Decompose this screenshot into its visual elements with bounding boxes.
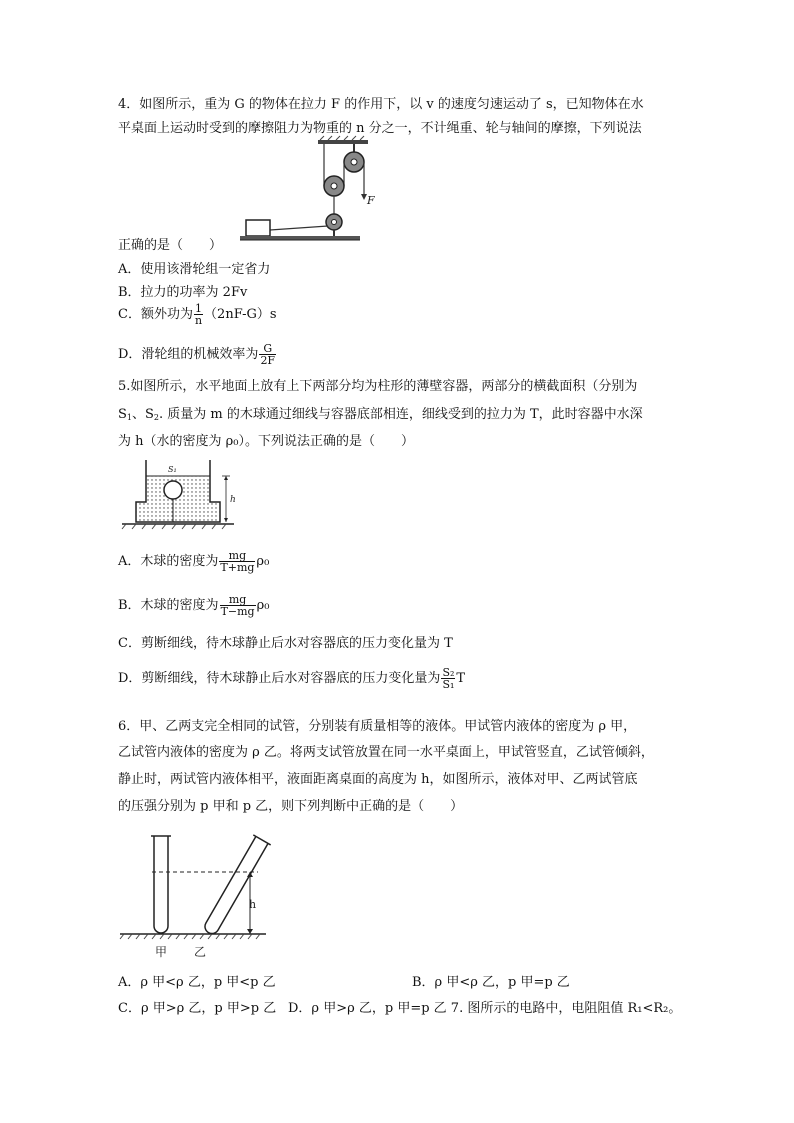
fraction-numerator: 1: [195, 302, 202, 315]
q4-option-a: A．使用该滑轮组一定省力: [118, 262, 271, 277]
fraction: [259, 343, 276, 366]
q5-stem-line2: [118, 407, 643, 426]
fraction: [219, 550, 255, 573]
q5-option-a: [118, 550, 269, 573]
q4-option-b: B．拉力的功率为 2Fv: [118, 285, 248, 300]
subscript: 1: [126, 413, 132, 422]
h-label: h: [249, 898, 257, 911]
q6-option-c: C．ρ 甲>ρ 乙，p 甲>p 乙: [118, 1001, 277, 1016]
fraction: [194, 303, 203, 326]
q6-stem-line4: 的压强分别为 p 甲和 p 乙，则下列判断中正确的是（ ）: [118, 799, 464, 814]
fraction-denominator: S₁: [442, 678, 455, 691]
fraction-denominator: 2F: [260, 354, 276, 367]
q5-option-b: [118, 594, 269, 617]
q5-option-b-suffix: ρ₀: [256, 598, 270, 613]
fraction-numerator: G: [259, 343, 276, 355]
q4-option-d-prefix: D．滑轮组的机械效率为: [118, 347, 259, 362]
q5-option-d: [118, 667, 465, 690]
fraction: [220, 594, 256, 617]
q5-option-a-prefix: A．木球的密度为: [118, 554, 219, 569]
q5-option-c: C．剪断细线，待木球静止后水对容器底的压力变化量为 T: [118, 636, 453, 651]
q4-option-d: [118, 343, 277, 366]
q6-stem-line2: 乙试管内液体的密度为 ρ 乙。将两支试管放置在同一水平桌面上，甲试管竖直，乙试管倾斜，: [118, 745, 654, 760]
q4-stem-line2: 平桌面上运动时受到的摩擦阻力为物重的 n 分之一，不计绳重、轮与轴间的摩擦，下列说法: [118, 121, 642, 136]
q6-option-b: B．ρ 甲<ρ 乙，p 甲=p 乙: [412, 975, 570, 990]
tube-jia-label: 甲: [155, 945, 168, 959]
pulley-figure: [236, 138, 386, 246]
fraction: [441, 667, 455, 690]
fraction-denominator: T+mg: [220, 561, 255, 574]
q6-option-d: D．ρ 甲>ρ 乙，p 甲=p 乙 7. 图所示的电路中，电阻阻值 R₁<R₂。: [288, 1001, 682, 1016]
container-figure: [118, 458, 238, 530]
s1-label: S₁: [168, 465, 177, 474]
fraction-denominator: n: [194, 314, 203, 327]
force-f-label: F: [367, 194, 375, 207]
q5-option-d-suffix: T: [456, 671, 466, 686]
fraction-denominator: T−mg: [220, 605, 255, 618]
q5-stem-line1: 5.如图所示，水平地面上放有上下两部分均为柱形的薄壁容器，两部分的横截面积（分别为: [118, 379, 638, 394]
q6-stem-line3: 静止时，两试管内液体相平，液面距离桌面的高度为 h，如图所示，液体对甲、乙两试管底: [118, 772, 638, 787]
text: 、S: [132, 407, 154, 422]
text: . 质量为 m 的木球通过细线与容器底部相连，细线受到的拉力为 T，此时容器中水深: [159, 407, 643, 422]
h-label: h: [230, 495, 236, 505]
q5-option-b-prefix: B．木球的密度为: [118, 598, 219, 613]
q5-option-a-suffix: ρ₀: [256, 554, 270, 569]
fraction-numerator: mg: [219, 550, 255, 562]
q4-option-c-prefix: C．额外功为: [118, 307, 193, 322]
fraction-numerator: S₂: [442, 666, 455, 679]
q6-option-a: A．ρ 甲<ρ 乙，p 甲<p 乙: [118, 975, 276, 990]
q6-stem-line1: 6．甲、乙两支完全相同的试管，分别装有质量相等的液体。甲试管内液体的密度为 ρ 甲，: [118, 719, 637, 734]
fraction-numerator: mg: [220, 594, 256, 606]
text: S: [118, 407, 127, 422]
q4-option-c: [118, 303, 277, 326]
q5-stem-line3: 为 h（水的密度为 ρ₀）。下列说法正确的是（ ）: [118, 434, 414, 449]
q4-stem-line3: 正确的是（ ）: [118, 238, 223, 253]
q5-option-d-prefix: D．剪断细线，待木球静止后水对容器底的压力变化量为: [118, 671, 441, 686]
subscript: 2: [153, 413, 159, 422]
q4-stem-line1: 4．如图所示，重为 G 的物体在拉力 F 的作用下，以 v 的速度匀速运动了 s，已知物体在水: [118, 97, 644, 112]
q4-option-c-suffix: （2nF-G）s: [204, 307, 277, 322]
test-tubes-figure: [118, 830, 273, 962]
tube-yi-label: 乙: [194, 945, 207, 959]
